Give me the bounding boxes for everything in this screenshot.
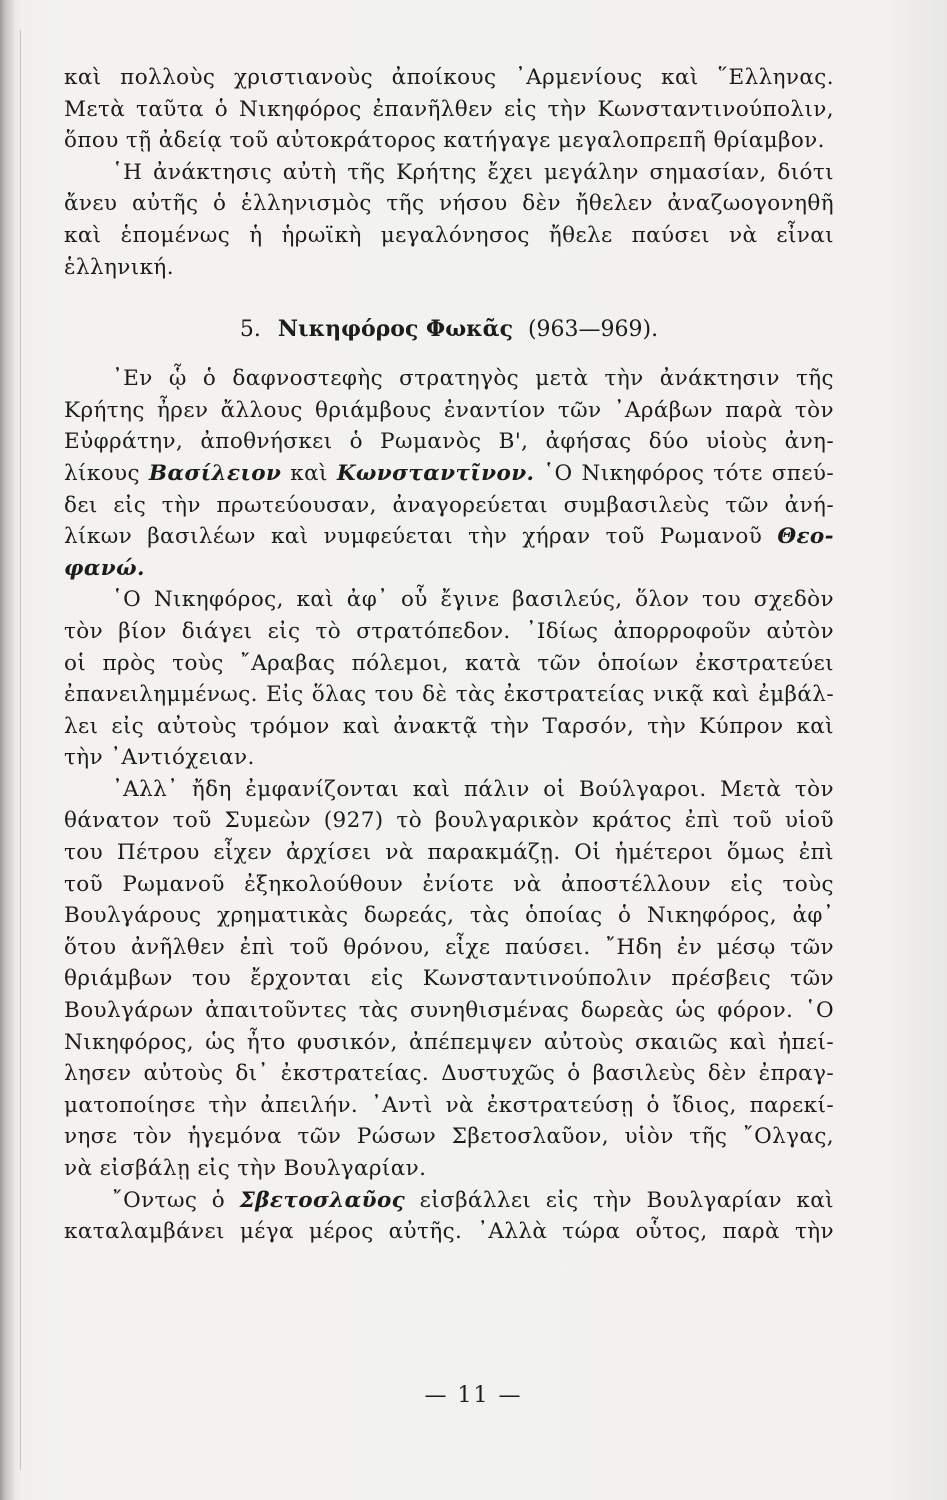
paragraph-1 [64, 62, 834, 157]
paragraph-3 [64, 363, 834, 584]
text-line: ᾿Εν ᾧ ὁ δαφνοστεφὴς στρατηγὸς μετὰ τὴν ἀνάκτησιν τῆς [112, 366, 834, 392]
section-number: 5. [239, 317, 261, 343]
text-line: ἄνευ αὐτῆς ὁ ἑλληνισμὸς τῆς νήσου δὲν ἤθελεν ἀναζωογονηθῆ [64, 191, 834, 217]
text-line: τοῦ Ρωμανοῦ ἐξηκολούθουν ἐνίοτε νὰ ἀποστέλλουν εἰς τοὺς [64, 871, 834, 897]
text-line: Νικηφόρος, ὡς ἦτο φυσικόν, ἀπέπεμψεν αὐτοὺς σκαιῶς καὶ ἠπεί- [64, 1029, 834, 1055]
text-line: ὅτου ἀνῆλθεν ἐπὶ τοῦ θρόνου, εἶχε παύσει. ῎Ηδη ἐν μέσῳ τῶν [64, 934, 834, 960]
text-line: ματοποίησε τὴν ἀπειλήν. ᾿Αντὶ νὰ ἐκστρατεύσῃ ὁ ἴδιος, παρεκί- [64, 1092, 834, 1118]
text-line: νησε τὸν ἡγεμόνα τῶν Ρώσων Σβετοσλαῦον, υἱὸν τῆς ῎Ολγας, [64, 1124, 834, 1150]
text-span: λίκων βασιλέων καὶ νυμφεύεται τὴν χήραν τοῦ Ρωμανοῦ [64, 524, 763, 550]
page-body [64, 62, 834, 1248]
text-line: καὶ πολλοὺς χριστιανοὺς ἀποίκους ᾿Αρμενίους καὶ ῞Ελληνας. [64, 65, 834, 90]
text-line: Βουλγάρων ἀπαιτοῦντες τὰς συνηθισμένας δωρεὰς ὡς φόρον. ῾Ο [64, 998, 834, 1024]
section-title: Νικηφόρος Φωκᾶς [277, 316, 513, 343]
text-line [64, 553, 834, 585]
text-line [64, 521, 834, 553]
text-line: Βουλγάρους χρηματικὰς δωρεάς, τὰς ὁποίας ὁ Νικηφόρος, ἀφ᾿ [64, 903, 834, 929]
text-line: ὅπου τῇ ἀδείᾳ τοῦ αὐτοκράτορος κατήγαγε μεγαλοπρεπῆ θρίαμβον. [64, 128, 825, 154]
section-heading [64, 309, 834, 349]
emphasized-name: Θεο- [777, 524, 834, 550]
emphasized-name: φανώ. [64, 555, 145, 581]
text-span: καὶ [290, 460, 328, 486]
text-line: Μετὰ ταῦτα ὁ Νικηφόρος ἐπανῆλθεν εἰς τὴν Κωνσταντινούπολιν, [64, 96, 834, 122]
paragraph-5 [64, 774, 834, 1185]
text-line: δει εἰς τὴν πρωτεύουσαν, ἀναγορεύεται συμβασιλεὺς τῶν ἀνή- [64, 492, 834, 518]
text-line: οἱ πρὸς τοὺς ῎Αραβας πόλεμοι, κατὰ τῶν ὁποίων ἐκστρατεύει [64, 650, 834, 676]
section-years: (963—969). [527, 317, 659, 343]
text-line: τὴν ᾿Αντιόχειαν. [64, 745, 255, 771]
page-binding-edge [0, 0, 14, 1500]
text-line: Κρήτης ἦρεν ἄλλους θριάμβους ἐναντίον τῶν ᾿Αράβων παρὰ τὸν [64, 397, 834, 423]
text-line [64, 458, 834, 490]
text-span: λίκους [64, 460, 140, 486]
text-line: λησεν αὐτοὺς δι᾿ ἐκστρατείας. Δυστυχῶς ὁ βασιλεὺς δὲν ἐπραγ- [64, 1061, 834, 1087]
text-line: ᾿Αλλ᾿ ἤδη ἐμφανίζονται καὶ πάλιν οἱ Βούλγαροι. Μετὰ τὸν [112, 776, 834, 802]
text-line: ῾Ο Νικηφόρος, καὶ ἀφ᾿ οὗ ἔγινε βασιλεύς, ὅλον του σχεδὸν [112, 587, 834, 613]
emphasized-name: Κωνσταντῖνον. [336, 460, 535, 486]
text-span: εἰσβάλλει εἰς τὴν Βουλγαρίαν καὶ [419, 1187, 835, 1213]
text-line: νὰ εἰσβάλῃ εἰς τὴν Βουλγαρίαν. [64, 1156, 427, 1181]
emphasized-name: Σβετοσλαῦος [239, 1187, 406, 1213]
text-line: λει εἰς αὐτοὺς τρόμον καὶ ἀνακτᾷ τὴν Ταρσόν, τὴν Κύπρον καὶ [64, 713, 834, 739]
paragraph-2 [64, 157, 834, 283]
spacer [64, 349, 834, 363]
text-line: ἐπανειλημμένως. Εἰς ὅλας του δὲ τὰς ἐκστρατείας νικᾷ καὶ ἐμβάλ- [64, 682, 834, 708]
text-span: ῎Οντως ὁ [112, 1187, 226, 1213]
page-number: — 11 — [424, 1383, 523, 1408]
text-line: τὸν βίον διάγει εἰς τὸ στρατόπεδον. ᾿Ιδίως ἀπορροφοῦν αὐτὸν [64, 618, 834, 644]
text-line [64, 1185, 834, 1217]
emphasized-name: Βασίλειον [148, 460, 282, 486]
text-line: θριάμβων του ἔρχονται εἰς Κωνσταντινούπολιν πρέσβεις τῶν [64, 966, 834, 992]
text-line: θάνατον τοῦ Συμεὼν (927) τὸ βουλγαρικὸν κράτος ἐπὶ τοῦ υἱοῦ [64, 808, 834, 834]
binding-line [20, 30, 21, 1470]
text-span: ῾Ο Νικηφόρος τότε σπεύ- [543, 460, 835, 486]
text-line: καταλαμβάνει μέγα μέρος αὐτῆς. ᾿Αλλὰ τώρα οὗτος, παρὰ τὴν [64, 1219, 834, 1245]
spacer [64, 283, 834, 309]
text-line: Εὐφράτην, ἀποθνήσκει ὁ Ρωμανὸς Β', ἀφήσας δύο υἱοὺς ἀνη- [64, 429, 834, 455]
text-line: ἑλληνική. [64, 254, 174, 280]
paragraph-6 [64, 1185, 834, 1248]
paragraph-4 [64, 584, 834, 774]
text-line: καὶ ἑπομένως ἡ ἡρωϊκὴ μεγαλόνησος ἤθελε παύσει νὰ εἶναι [64, 222, 834, 248]
text-line: του Πέτρου εἶχεν ἀρχίσει νὰ παρακμάζῃ. Οἱ ἡμέτεροι ὅμως ἐπὶ [64, 840, 834, 866]
text-line: ῾Η ἀνάκτησις αὐτὴ τῆς Κρήτης ἔχει μεγάλην σημασίαν, διότι [112, 159, 834, 185]
